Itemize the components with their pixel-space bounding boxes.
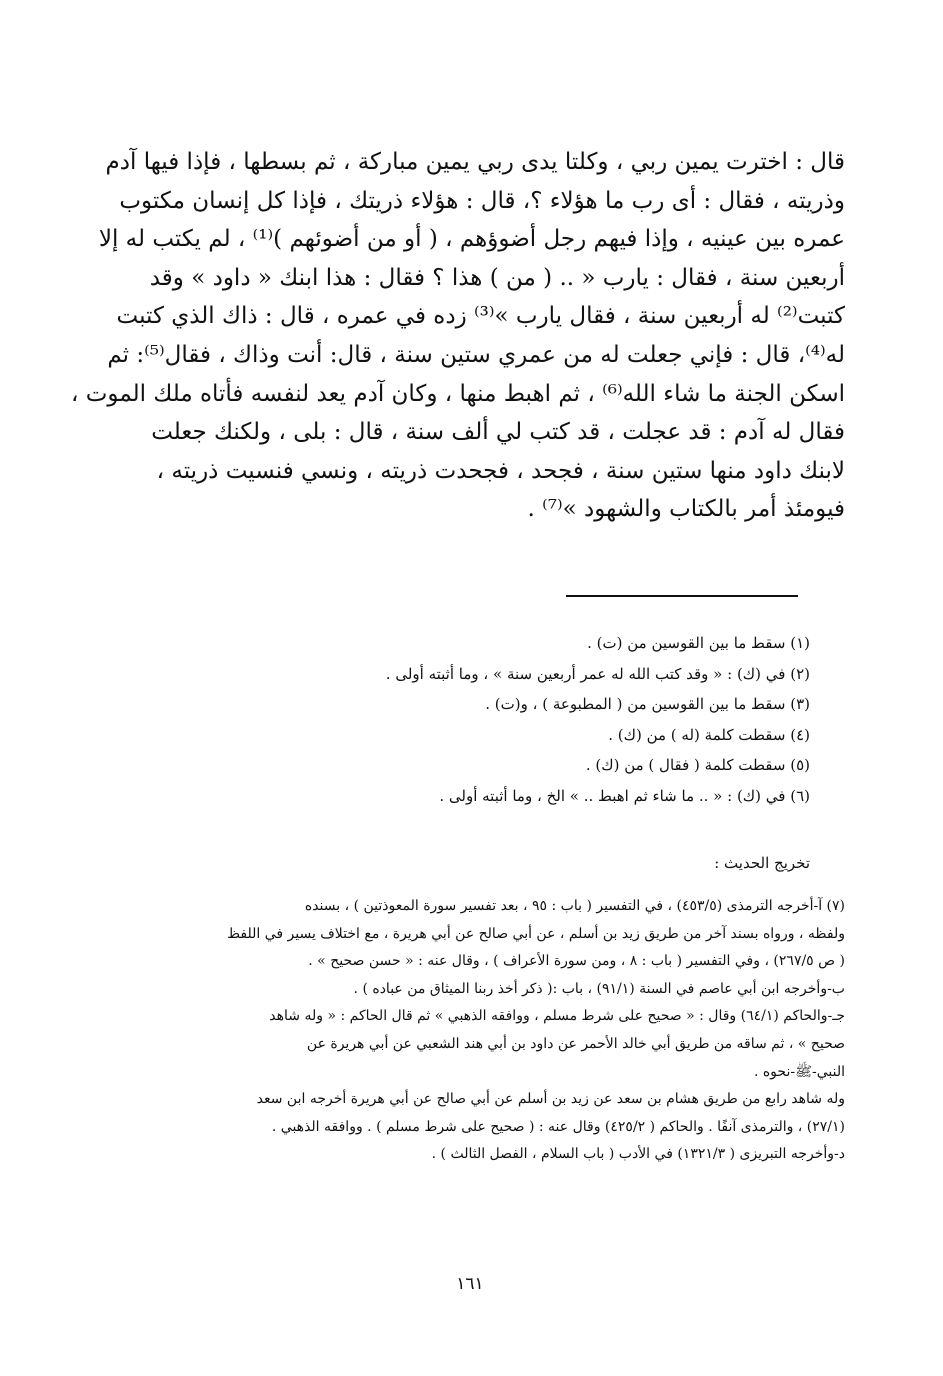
main-text-line: فيومئذ أمر بالكتاب والشهود »⁽⁷⁾ . xyxy=(527,496,845,523)
footnote-item: (٢) في (ك) : « وقد كتب الله له عمر أربعين سنة » ، وما أثبته أولى . xyxy=(385,664,810,683)
takhrij-line: د-وأخرجه التبريزى ( ١٣٢١/٣) في الأدب ( باب السلام ، الفصل الثالث ) . xyxy=(431,1146,845,1163)
main-text-line: لابنك داود منها ستين سنة ، فجحد ، فجحدت ذريته ، ونسي فنسيت ذريته ، xyxy=(156,457,845,484)
takhrij-section xyxy=(110,893,845,1169)
main-text-line: وذريته ، فقال : أى رب ما هؤلاء ؟، قال : هؤلاء ذريتك ، فإذا كل إنسان مكتوب xyxy=(119,187,845,214)
main-text-line: قال : اخترت يمين ربي ، وكلتا يدى ربي يمين مباركة ، ثم بسطها ، فإذا فيها آدم xyxy=(105,149,845,175)
main-text-line: كتبت⁽²⁾ له أربعين سنة ، فقال يارب »⁽³⁾ زده في عمره ، قال : ذاك الذي كتبت xyxy=(116,303,845,330)
footnote-item: (٤) سقطت كلمة (له ) من (ك) . xyxy=(608,725,810,744)
footnotes-list xyxy=(300,628,810,812)
takhrij-line: (٢٧/١) ، والترمذى آنفًا . والحاكم ( ٤٢٥/٢) وقال عنه : ( صحيح على شرط مسلم ) . ووافقه الذهبي . xyxy=(271,1118,845,1135)
main-text-line: له⁽⁴⁾، قال : فإني جعلت له من عمري ستين سنة ، قال: أنت وذاك ، فقال⁽⁵⁾: ثم xyxy=(107,341,845,368)
footnote-separator xyxy=(566,595,798,597)
main-hadith-text xyxy=(71,143,845,529)
takhrij-line: صحيح » ، ثم ساقه من طريق أبي خالد الأحمر عن داود بن أبي هند الشعبي عن أبي هريرة عن xyxy=(306,1035,845,1052)
footnote-item: (١) سقط ما بين القوسين من (ت) . xyxy=(587,634,810,652)
main-text-line: اسكن الجنة ما شاء الله⁽⁶⁾ ، ثم اهبط منها ، وكان آدم يعد لنفسه فأتاه ملك الموت ، xyxy=(71,380,845,407)
main-text-line: عمره بين عينيه ، وإذا فيهم رجل أضوؤهم ، ( أو من أضوئهم )⁽¹⁾ ، لم يكتب له إلا xyxy=(98,226,845,253)
main-text-line: فقال له آدم : قد عجلت ، قد كتب لي ألف سنة ، قال : بلى ، ولكنك جعلت xyxy=(151,419,845,446)
takhrij-line: جـ-والحاكم (٦٤/١) وقال : « صحيح على شرط مسلم ، ووافقه الذهبي » ثم قال الحاكم : « وله شاهد xyxy=(269,1008,845,1025)
takhrij-line: ب-وأخرجه ابن أبي عاصم في السنة (٩١/١) ، باب :( ذكر أخذ ربنا الميثاق من عباده ) . xyxy=(353,980,845,997)
page-number: ١٦١ xyxy=(456,1274,484,1294)
takhrij-line: (٧) آ-أخرجه الترمذى (٤٥٣/٥) ، في التفسير ( باب : ٩٥ ، بعد تفسير سورة المعوذتين ) ، بسنده xyxy=(304,898,845,914)
takhrij-line: ولفظه ، ورواه بسند آخر من طريق زيد بن أسلم ، عن أبي صالح عن أبي هريرة ، مع اختلاف يسير في اللفظ xyxy=(227,925,845,942)
footnote-item: (٥) سقطت كلمة ( فقال ) من (ك) . xyxy=(585,756,810,775)
takhrij-line: ( ص ٢٦٧/٥) ، وفي التفسير ( باب : ٨ ، ومن سورة الأعراف ) ، وقال عنه : « حسن صحيح » . xyxy=(308,953,845,970)
main-text-line: أربعين سنة ، فقال : يارب « .. ( من ) هذا ؟ فقال : هذا ابنك « داود » وقد xyxy=(149,264,845,291)
footnote-item: (٣) سقط ما بين القوسين من ( المطبوعة ) ، و(ت) . xyxy=(485,695,810,714)
footnote-item: (٦) في (ك) : « .. ما شاء ثم اهبط .. » الخ ، وما أثبته أولى . xyxy=(439,786,810,805)
takhrij-line: النبي-ﷺ-نحوه . xyxy=(753,1063,845,1080)
takhrij-heading: تخريج الحديث : xyxy=(714,854,810,872)
takhrij-line: وله شاهد رابع من طريق هشام بن سعد عن زيد بن أسلم عن أبي صالح عن أبي هريرة أخرجه ابن سعد xyxy=(256,1091,845,1108)
